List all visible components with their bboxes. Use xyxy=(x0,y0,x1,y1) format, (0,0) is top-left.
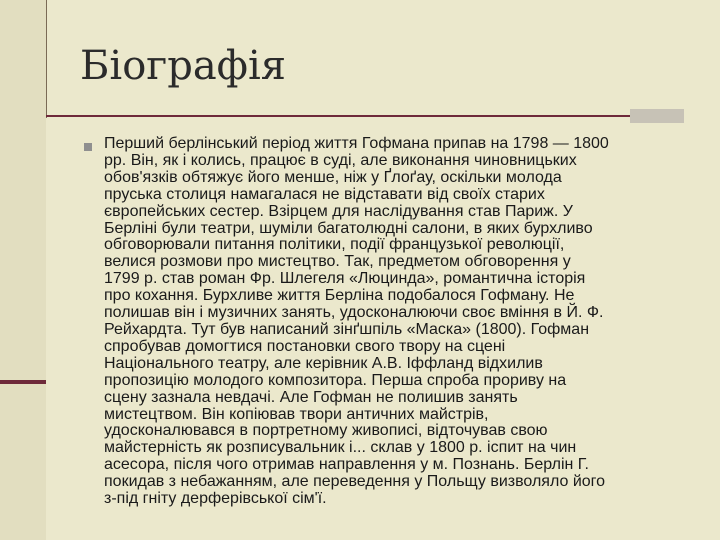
title-underline xyxy=(46,115,630,117)
left-accent-bar xyxy=(0,380,46,384)
title-rule-end-bar xyxy=(630,109,684,123)
left-margin-band xyxy=(0,0,46,540)
bullet-square-icon xyxy=(84,143,92,151)
left-vertical-rule xyxy=(46,0,47,118)
slide-body-paragraph: Перший берлінський період життя Гофмана припав на 1798 — 1800 рр. Він, як і колись, працює в суді, але виконання чиновницьких обов'язків обтяжує його менше, ніж у Ґлоґау, оскільки молода пруська столиця намагалася не відставати від своїх старих європейських сестер. Взірцем для наслідування став Париж. У Берліні були театри, шуміли багатолюдні салони, в яких бурхливо обговорювали питання політики, події французької революції, велися розмови про мистецтво. Так, предметом обговорення у 1799 р. став роман Фр. Шлегеля «Люцинда», романтична історія про кохання. Бурхливе життя Берліна подобалося Гофману. Не полишав він і музичних занять, удосконалюючи своє вміння в Й. Ф. Рейхардта. Тут був написаний зінґшпіль «Маска» (1800). Гофман спробував домогтися постановки свого твору на сцені Національного театру, але керівник А.В. Іффланд відхилив пропозицію молодого композитора. Перша спроба прориву на сцену зазнала невдачі. Але Гофман не полишив занять мистецтвом. Він копіював твори античних майстрів, удосконалювався в портретному живописі, відточував свою майстерність як розписувальник і... склав у 1800 р. іспит на чин асесора, після чого отримав направлення у м. Познань. Берлін Г. покидав з небажанням, але переведення у Польщу визволяло його з-під гніту дерферівської сім'ї. xyxy=(104,135,609,508)
slide-title: Біографія xyxy=(80,43,287,89)
